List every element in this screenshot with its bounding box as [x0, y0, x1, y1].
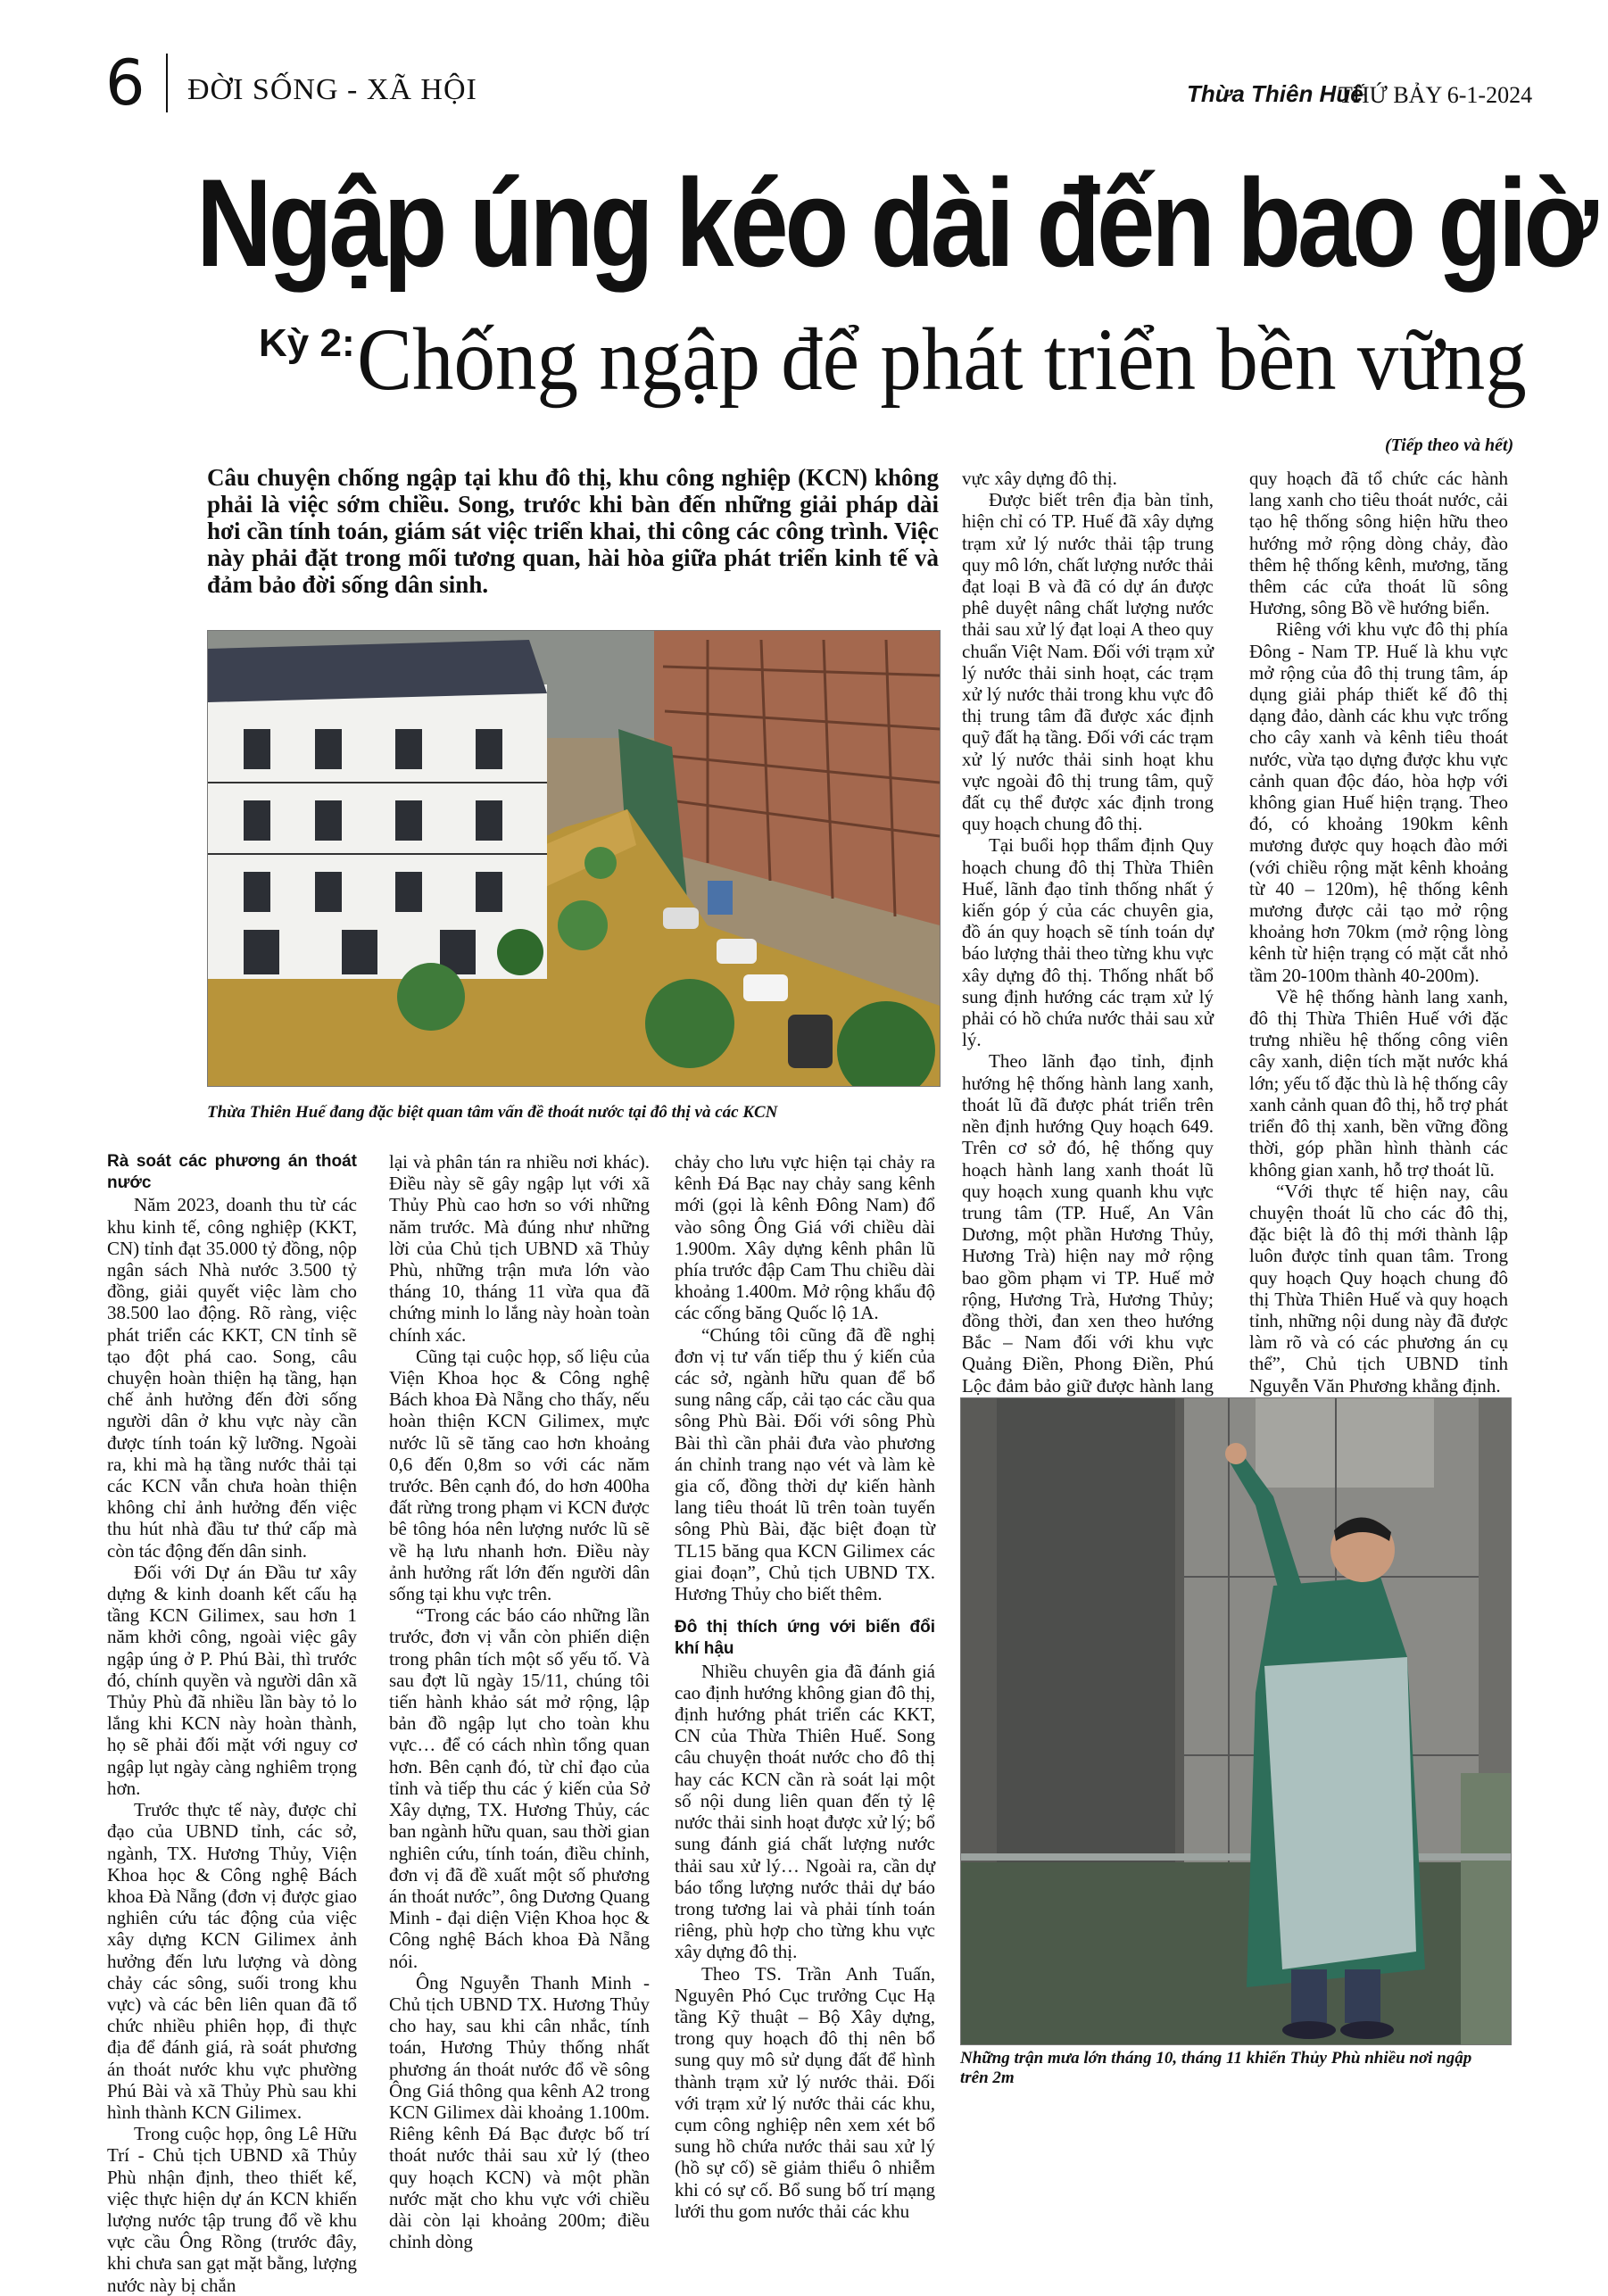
article-lead: Câu chuyện chống ngập tại khu đô thị, khu công nghiệp (KCN) không phải là việc sớm chiều. Song, trước khi bàn đến những giải pháp dài hơi cần tính toán, giám sát việc triển khai, thi công các công trình. Việc này phải đặt trong mối tương quan, hài hòa giữa phát triển kinh tế và đảm bảo đời sống dân sinh.: [207, 464, 939, 598]
header-divider: [166, 54, 168, 112]
section-title: ĐỜI SỐNG - XÃ HỘI: [187, 73, 477, 106]
paragraph: Năm 2023, doanh thu từ các khu kinh tế, công nghiệp (KKT, CN) tỉnh đạt 35.000 tỷ đồng, nộp ngân sách Nhà nước 3.500 tỷ đồng, giải quyết việc làm cho 38.500 lao động. Rõ ràng, việc phát triển các KKT, CN tỉnh sẽ tạo đột phá cao. Song, câu chuyện hoàn thiện hạ tầng, hạn chế ảnh hưởng đến đời sống người dân ở khu vực này cần được tính toán kỹ lưỡng. Ngoài ra, khi mà hạ tầng nước thải tại các KCN vẫn chưa hoàn thiện không chỉ ảnh hưởng đến việc thu hút nhà đầu tư thứ cấp mà còn tác động đến dân sinh.: [107, 1194, 357, 1562]
paragraph: Đối với Dự án Đầu tư xây dựng & kinh doanh kết cấu hạ tầng KCN Gilimex, sau hơn 1 năm khởi công, ngoài việc gây ngập úng ở P. Phú Bài, thì trước đó, chính quyền và người dân xã Thủy Phù đã nhiều lần bày tỏ lo lắng khi KCN này hoàn thành, họ sẽ phải đối mặt với nguy cơ ngập lụt ngày càng nghiêm trọng hơn.: [107, 1561, 357, 1799]
sub-headline: Chống ngập để phát triển bền vững: [357, 310, 1527, 409]
flooded-street-illustration: [208, 631, 940, 1086]
flooded-street-photo: [207, 630, 941, 1087]
column-2: [389, 1151, 650, 2252]
paragraph: “Với thực tế hiện nay, câu chuyện thoát lũ cho các đô thị, đặc biệt là đô thị mới thành lập luôn được tỉnh quan tâm. Trong quy hoạch Quy hoạch chung đô thị Thừa Thiên Huế và quy hoạch tỉnh, những nội dung này đã được làm rõ và có các phương án cụ thể”, Chủ tịch UBND tỉnh Nguyễn Văn Phương khẳng định.: [1249, 1180, 1508, 1397]
paragraph: quy hoạch đã tổ chức các hành lang xanh cho tiêu thoát nước, cải tạo hệ thống sông hiện hữu theo hướng mở rộng dòng chảy, đào thêm hệ thống kênh, mương, tăng thêm các cửa thoát lũ sông Hương, sông Bồ về hướng biển.: [1249, 468, 1508, 619]
episode-label: Kỳ 2:: [259, 321, 355, 365]
paragraph: Tại buổi họp thẩm định Quy hoạch chung đô thị Thừa Thiên Huế, lãnh đạo tỉnh thống nhất ý kiến góp ý của các chuyên gia, đồ án quy hoạch sẽ tính toán dự báo lượng thải theo từng khu vực xây dựng đô thị. Thống nhất bổ sung định hướng các trạm xử lý phải có hồ chứa nước thải sau xử lý.: [962, 834, 1214, 1051]
section-heading: Rà soát các phương án thoát nước: [107, 1152, 357, 1193]
paragraph: vực xây dựng đô thị.: [962, 468, 1117, 489]
photo2-caption: Những trận mưa lớn tháng 10, tháng 11 khiến Thủy Phù nhiều nơi ngập trên 2m: [960, 2049, 1472, 2087]
continued-note: (Tiếp theo và hết): [1385, 435, 1514, 455]
column-4: [962, 468, 1214, 1504]
photo1-caption: Thừa Thiên Huế đang đặc biệt quan tâm vấn đề thoát nước tại đô thị và các KCN: [207, 1103, 778, 1122]
paragraph: Trong cuộc họp, ông Lê Hữu Trí - Chủ tịch UBND xã Thủy Phù nhận định, theo thiết kế, việc thực hiện dự án KCN khiến lượng nước tập trung đổ về khu vực cầu Ông Rồng (trước đây, khi chưa san gạt mặt bằng, lượng nước này bị chắn: [107, 2123, 357, 2296]
paragraph: Theo lãnh đạo tỉnh, định hướng hệ thống hành lang xanh, thoát lũ đã được phát triển trên nền định hướng Quy hoạch 649. Trên cơ sở đó, hệ thống quy hoạch hành lang xanh thoát lũ quy hoạch xung quanh khu vực trung tâm (TP. Huế, An Vân Dương, một phần Hương Thủy, Hương Trà) hiện nay mở rộng bao gồm phạm vi TP. Huế mở rộng, Hương Trà, Hương Thủy; đồng thời, đan xen theo hướng Bắc – Nam đối với khu vực Quảng Điền, Phong Điền, Phú Lộc đảm bảo giữ được hành lang: [962, 1050, 1214, 1397]
paragraph: Cũng tại cuộc họp, số liệu của Viện Khoa học & Công nghệ Bách khoa Đà Nẵng cho thấy, nếu hoàn thiện KCN Gilimex, mực nước lũ sẽ tăng cao hơn khoảng 0,6 đến 0,8m so với các năm trước. Bên cạnh đó, do hơn 400ha đất rừng trong phạm vi KCN được bê tông hóa nên lượng nước lũ sẽ về hạ lưu nhanh hơn. Điều này ảnh hưởng rất lớn đến người dân sống tại khu vực trên.: [389, 1345, 650, 1605]
publication-name: Thừa Thiên Huế: [1187, 80, 1363, 107]
column-1: [107, 1151, 357, 2296]
column-5: [1249, 468, 1508, 1439]
paragraph: Theo TS. Trần Anh Tuấn, Nguyên Phó Cục trưởng Cục Hạ tầng Kỹ thuật – Bộ Xây dựng, trong quy hoạch đô thị nên bổ sung quy mô sử dụng đất để hình thành trạm xử lý nước thải. Đối với trạm xử lý nước thải các khu, cụm công nghiệp nên xem xét bổ sung hồ chứa nước thải sau xử lý (hồ sự cố) sẽ giảm thiểu ô nhiễm khi có sự cố. Bổ sung bố trí mạng lưới thu gom nước thải các khu: [675, 1962, 935, 2222]
paragraph: Được biết trên địa bàn tỉnh, hiện chỉ có TP. Huế đã xây dựng trạm xử lý nước thải tập trung quy mô lớn, chất lượng nước thải đạt loại B và đã có dự án được phê duyệt nâng chất lượng nước thải sau xử lý đạt loại A theo quy chuẩn Việt Nam. Đối với trạm xử lý nước thải sinh hoạt, các trạm xử lý nước thải trong khu vực đô thị trung tâm đã được xác định quỹ đất hạ tầng. Đối với các trạm xử lý nước thải sinh hoạt khu vực ngoài đô thị trung tâm, quỹ đất cụ thể được xác định trong quy hoạch chung đô thị.: [962, 489, 1214, 835]
man-pointing-illustration: [961, 1398, 1511, 2044]
paragraph: Về hệ thống hành lang xanh, đô thị Thừa Thiên Huế với đặc trưng nhiều hệ thống công viên cây xanh, diện tích mặt nước khá lớn; yếu tố đặc thù là hệ thống cây xanh cảnh quan đô thị, hỗ trợ phát triển đô thị xanh, bền vững đồng thời, góp phần hình thành các không gian xanh, hỗ trợ thoát lũ.: [1249, 985, 1508, 1181]
issue-date: THỨ BẢY 6-1-2024: [1339, 82, 1533, 108]
paragraph: Nhiều chuyên gia đã đánh giá cao định hướng không gian đô thị, định hướng phát triển các KKT, CN của Thừa Thiên Huế. Song câu chuyện thoát nước cho đô thị hay các KCN cần rà soát lại một số nội dung liên quan đến tỷ lệ nước thải sinh hoạt được xử lý; bổ sung đánh giá chất lượng nước thải sau xử lý… Ngoài ra, cần dự báo tổng lượng nước thải dự báo trong tương lai và phải tính toán riêng, phù hợp cho từng khu vực xây dựng đô thị.: [675, 1660, 935, 1963]
column-3: [675, 1151, 935, 2222]
paragraph: chảy cho lưu vực hiện tại chảy ra kênh Đá Bạc nay chảy sang kênh mới (gọi là kênh Đông Nam) đổ vào sông Ông Giá với chiều dài 1.900m. Xây dựng kênh phân lũ phía trước đập Cam Thu chiều dài khoảng 1.400m. Mở rộng khẩu độ các cống băng Quốc lộ 1A.: [675, 1151, 935, 1324]
paragraph: “Chúng tôi cũng đã đề nghị đơn vị tư vấn tiếp thu ý kiến của các sở, ngành hữu quan để bổ sung nâng cấp, cải tạo các cầu qua sông Phù Bài. Đối với sông Phù Bài thì cần phải đưa vào phương án chỉnh trang nạo vét và làm kè gia cố, đồng thời dự kiến hành lang tiêu thoát lũ trên toàn tuyến sông Phù Bài, đặc biệt đoạn từ TL15 băng qua KCN Gilimex các giai đoạn”, Chủ tịch UBND TX. Hương Thủy cho biết thêm.: [675, 1323, 935, 1605]
paragraph: Trước thực tế này, được chỉ đạo của UBND tỉnh, các sở, ngành, TX. Hương Thủy, Viện Khoa học & Công nghệ Bách khoa Đà Nẵng (đơn vị được giao nghiên cứu tác động của việc xây dựng KCN Gilimex ảnh hưởng đến lưu lượng và dòng chảy các sông, suối trong khu vực) và các bên liên quan đã tổ chức nhiều phiên họp, đi thực địa để đánh giá, rà soát phương án thoát nước khu vực phường Phú Bài và xã Thủy Phù sau khi hình thành KCN Gilimex.: [107, 1799, 357, 2123]
page-number: 6: [105, 46, 145, 120]
paragraph: Ông Nguyễn Thanh Minh - Chủ tịch UBND TX. Hương Thủy cho hay, sau khi cân nhắc, tính toán, Hương Thủy thống nhất phương án thoát nước đổ về sông Ông Giá thông qua kênh A2 trong KCN Gilimex dài khoảng 1.100m. Riêng kênh Đá Bạc được bố trí thoát nước thải sau xử lý (theo quy hoạch KCN) và một phần nước mặt cho khu vực với chiều dài còn lại khoảng 200m; điều chỉnh dòng: [389, 1971, 650, 2253]
paragraph: “Trong các báo cáo những lần trước, đơn vị vẫn còn phiến diện trong phân tích một số yếu tố. Và sau đợt lũ ngày 15/11, chúng tôi tiến hành khảo sát mở rộng, lập bản đồ ngập lụt cho toàn khu vực… để có cách nhìn tổng quan hơn. Bên cạnh đó, từ chỉ đạo của tỉnh và tiếp thu các ý kiến của Sở Xây dựng, TX. Hương Thủy, các ban ngành hữu quan, sau thời gian nghiên cứu, tính toán, điều chỉnh, đơn vị đã đề xuất một số phương án thoát nước”, ông Dương Quang Minh - đại diện Viện Khoa học & Công nghệ Bách khoa Đà Nẵng nói.: [389, 1604, 650, 1972]
paragraph: Riêng với khu vực đô thị phía Đông - Nam TP. Huế là khu vực mở rộng của đô thị trung tâm, áp dụng giải pháp thiết kế đô thị dạng đảo, dành các khu vực trống cho cây xanh và kênh tiêu thoát nước, vừa tạo dựng được khu vực cảnh quan độc đáo, hòa hợp với không gian Huế hiện trạng. Theo đó, có khoảng 190km kênh mương được quy hoạch đào mới (với chiều rộng mặt kênh khoảng từ 40 – 120m), hệ thống kênh mương được cải tạo mở rộng khoảng hơn 70km (mở rộng lòng kênh từ hiện trạng có mặt cắt nhỏ tầm 20-100m thành 40-200m).: [1249, 618, 1508, 986]
section-heading: Đô thị thích ứng với biến đổi khí hậu: [675, 1618, 935, 1659]
flood-mark-photo: [960, 1397, 1512, 2045]
paragraph: lại và phân tán ra nhiều nơi khác). Điều này sẽ gây ngập lụt với xã Thủy Phù cao hơn so với những năm trước. Mà đúng như những lời của Chủ tịch UBND xã Thủy Phù, những trận mưa lớn vào tháng 10, tháng 11 vừa qua đã chứng minh lo lắng này hoàn toàn chính xác.: [389, 1151, 650, 1346]
headline: Ngập úng kéo dài đến bao giờ: [196, 153, 1595, 293]
